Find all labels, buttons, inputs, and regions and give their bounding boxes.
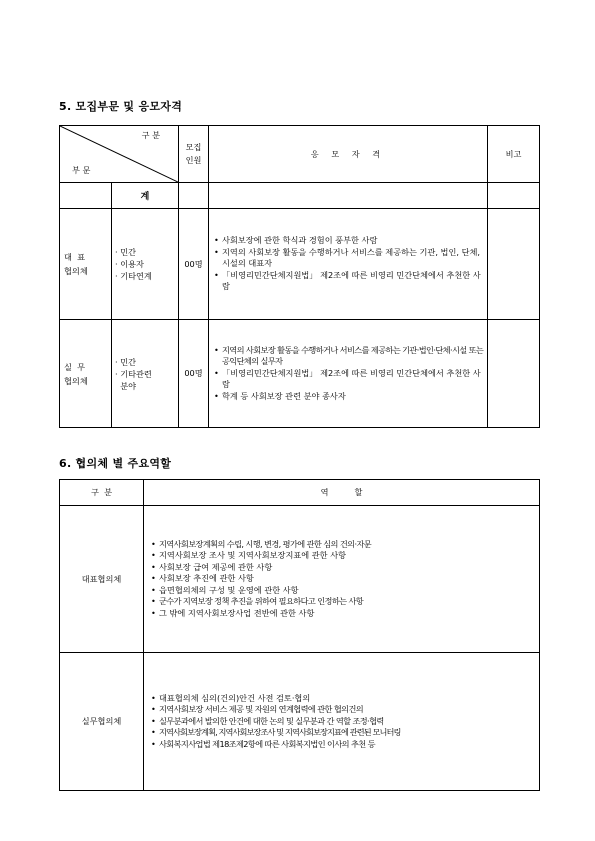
note-cell (488, 320, 540, 428)
member-item: · 기타관련 (115, 368, 152, 379)
members-cell (112, 320, 179, 428)
note-header: 비고 (488, 126, 540, 183)
bullet: • (214, 344, 219, 355)
member-item: · 기타연계 (115, 271, 152, 281)
group-name-line2: 협의체 (64, 375, 88, 386)
role-item: • 사회보장 급여 제공에 관한 사항 (151, 561, 273, 572)
role-cell (144, 653, 540, 791)
council-name: 실무협의체 (60, 653, 144, 791)
group-name-line2: 협의체 (64, 266, 88, 276)
bullet: • (151, 607, 156, 618)
total-note-cell (488, 183, 540, 209)
role-item: • 읍면협의체의 구성 및 운영에 관한 사항 (151, 584, 299, 595)
role-item: • 지역사회보장계획, 지역사회보장조사 및 지역사회보장지표에 관련된 모니터링 (151, 727, 401, 738)
bullet: • (151, 692, 156, 703)
qualification-cell (209, 320, 488, 428)
qualification-item: • 「비영리민간단체지원법」 제2조에 따른 비영리 민간단체에서 추천한 사람 (214, 367, 481, 390)
bullet: • (151, 704, 156, 715)
bullet: • (151, 561, 156, 572)
qualification-header: 응 모 자 격 (209, 126, 488, 183)
bullet: • (214, 269, 219, 280)
role-item: • 사회복지사업법 제18조제2항에 따른 사회복지법인 이사의 추천 등 (151, 738, 375, 749)
note-cell (488, 209, 540, 320)
category-header-bottom: 부 문 (72, 165, 91, 175)
total-count-cell (179, 183, 209, 209)
member-item: 분야 (115, 380, 137, 391)
role-header: 역 할 (144, 480, 540, 506)
bullet: • (214, 367, 219, 378)
total-label: 계 (112, 183, 179, 209)
recruit-count-header: 모집 인원 (179, 126, 209, 183)
role-cell (144, 506, 540, 653)
category-header-cell (60, 126, 179, 183)
role-item: • 사회보장 추진에 관한 사항 (151, 573, 254, 584)
council-name: 대표협의체 (60, 506, 144, 653)
qualification-item: • 사회보장에 관한 학식과 경험이 풍부한 사람 (214, 235, 378, 246)
bullet: • (214, 235, 219, 246)
members-cell (112, 209, 179, 320)
bullet: • (151, 538, 156, 549)
group-name-line1: 대 표 (64, 252, 86, 262)
member-item: · 민간 (115, 247, 137, 257)
role-item: • 그 밖에 지역사회보장사업 전반에 관한 사항 (151, 607, 315, 618)
role-item: • 지역사회보장 조사 및 지역사회보장지표에 관한 사항 (151, 550, 347, 561)
bullet: • (151, 727, 155, 738)
group-cell-working (60, 320, 112, 428)
bullet: • (214, 390, 219, 401)
recruit-count: 00명 (179, 209, 209, 320)
member-item: · 민간 (115, 356, 137, 367)
role-item: • 대표협의체 심의(건의)안건 사전 검토·협의 (151, 692, 311, 703)
role-item: • 실무분과에서 발의한 안건에 대한 논의 및 실무분과 간 역할 조정·협력 (151, 715, 384, 726)
group-name-line1: 실 무 (64, 361, 86, 372)
qualification-cell (209, 209, 488, 320)
qualification-item: • 학계 등 사회보장 관련 분야 종사자 (214, 390, 346, 401)
category-header-top: 구 분 (141, 130, 160, 140)
category-header: 구 분 (60, 480, 144, 506)
recruitment-table (59, 125, 540, 428)
role-item: • 지역사회보장계획의 수립, 시행, 변경, 평가에 관한 심의 건의·자문 (151, 538, 372, 549)
total-blank-cell (60, 183, 112, 209)
role-table (59, 479, 540, 791)
qualification-item: • 지역의 사회보장 활동을 수행하거나 서비스를 제공하는 기관, 법인, 단체, 시설의 대표자 (214, 246, 480, 269)
bullet: • (151, 738, 156, 749)
bullet: • (151, 715, 156, 726)
role-item: • 군수가 지역보장 정책 추진을 위하여 필요하다고 인정하는 사항 (151, 596, 364, 607)
bullet: • (151, 584, 156, 595)
bullet: • (151, 573, 156, 584)
recruit-count: 00명 (179, 320, 209, 428)
bullet: • (151, 550, 156, 561)
bullet: • (214, 246, 219, 257)
section-6-title: 6. 협의체 별 주요역할 (59, 457, 172, 470)
total-qualification-cell (209, 183, 488, 209)
section-5-title: 5. 모집부문 및 응모자격 (59, 100, 183, 113)
qualification-item: • 지역의 사회보장 활동을 수행하거나 서비스를 제공하는 기관·법인·단체·시설 또는 공익단체의 실무자 (214, 344, 484, 367)
qualification-item: • 「비영리민간단체지원법」 제2조에 따른 비영리 민간단체에서 추천한 사람 (214, 269, 481, 292)
group-cell-representative (60, 209, 112, 320)
role-item: • 지역사회보장 서비스 제공 및 자원의 연계협력에 관한 협의건의 (151, 704, 364, 715)
member-item: · 이용자 (115, 259, 144, 269)
bullet: • (151, 596, 156, 607)
